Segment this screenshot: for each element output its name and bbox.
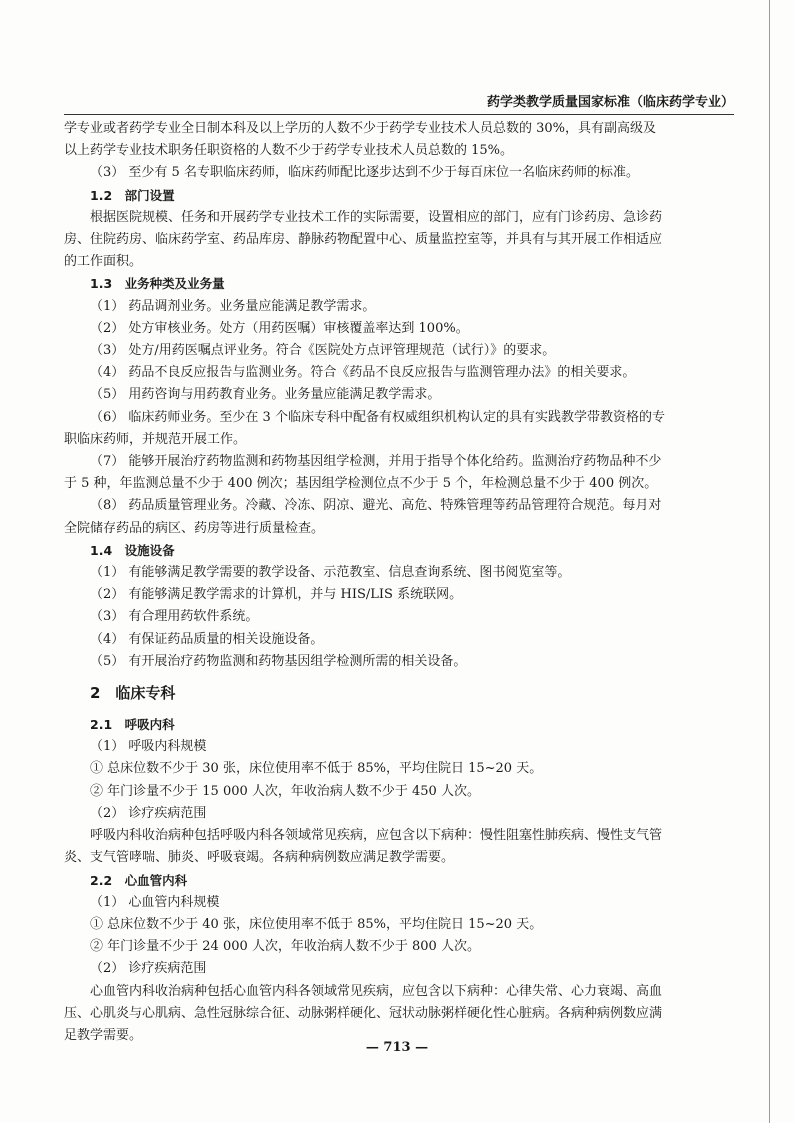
text-line: （3） 有合理用药软件系统。 <box>90 609 259 625</box>
subsection-heading: 1.4 设施设备 <box>90 542 175 558</box>
text-line: 职临床药师，并规范开展工作。 <box>64 431 247 447</box>
text-line: （1） 有能够满足教学需要的教学设备、示范教室、信息查询系统、图书阅览室等。 <box>90 565 571 581</box>
subsection-heading: 1.3 业务种类及业务量 <box>90 276 225 292</box>
subsection-heading: 2.1 呼吸内科 <box>90 717 175 733</box>
text-line: （1） 药品调剂业务。业务量应能满足教学需求。 <box>90 298 376 314</box>
text-line: （4） 药品不良反应报告与监测业务。符合《药品不良反应报告与监测管理办法》的相关要求。 <box>90 365 636 381</box>
text-line: 于 5 种，年监测总量不少于 400 例次；基因组学检测位点不少于 5 个，年检测总量不少于 400 例次。 <box>64 476 658 492</box>
subsection-heading: 2.2 心血管内科 <box>90 872 188 888</box>
text-line: （2） 诊疗疾病范围 <box>90 961 207 977</box>
text-line: 全院储存药品的病区、药房等进行质量检查。 <box>64 520 325 536</box>
text-line: （3） 处方/用药医嘱点评业务。符合《医院处方点评管理规范（试行）》的要求。 <box>90 343 556 359</box>
text-line: 足教学需要。 <box>64 1027 143 1043</box>
text-line: 心血管内科收治病种包括心血管内科各领域常见疾病，应包含以下病种：心律失常、心力衰竭、高血 <box>90 983 663 999</box>
running-header: 药学类教学质量国家标准（临床药学专业） <box>64 94 734 115</box>
text-line: （5） 用药咨询与用药教育业务。业务量应能满足教学需求。 <box>90 387 441 403</box>
text-line: （3） 至少有 5 名专职临床药师，临床药师配比逐步达到不少于每百床位一名临床药师的标准。 <box>90 165 639 181</box>
text-line: 炎、支气管哮喘、肺炎、呼吸衰竭。各病种病例数应满足教学需要。 <box>64 850 455 866</box>
text-line: 房、住院药房、临床药学室、药品库房、静脉药物配置中心、质量监控室等，并具有与其开展工作相适应 <box>64 232 663 248</box>
text-line: （6） 临床药师业务。至少在 3 个临床专科中配备有权威组织机构认定的具有实践教学带教资格的专 <box>90 409 665 425</box>
text-line: （1） 呼吸内科规模 <box>90 739 207 755</box>
document-body <box>64 118 736 1047</box>
text-line: 的工作面积。 <box>64 254 143 270</box>
text-line: ① 总床位数不少于 30 张，床位使用率不低于 85%，平均住院日 15~20 天。 <box>90 761 543 777</box>
subsection-heading: 1.2 部门设置 <box>90 187 175 203</box>
text-line: （7） 能够开展治疗药物监测和药物基因组学检测，并用于指导个体化给药。监测治疗药物品种不少 <box>90 454 662 470</box>
text-line: 以上药学专业技术职务任职资格的人数不少于药学专业技术人员总数的 15%。 <box>64 143 514 159</box>
page-edge-line <box>769 0 770 1123</box>
page-number: — 713 — <box>365 1040 429 1055</box>
text-line: ② 年门诊量不少于 24 000 人次，年收治病人数不少于 800 人次。 <box>90 939 480 955</box>
text-line: （2） 处方审核业务。处方（用药医嘱）审核覆盖率达到 100%。 <box>90 320 469 336</box>
text-line: （8） 药品质量管理业务。冷藏、冷冻、阴凉、避光、高危、特殊管理等药品管理符合规范。每月对 <box>90 498 662 514</box>
section-heading: 2 临床专科 <box>90 684 176 703</box>
text-line: （2） 有能够满足教学需求的计算机，并与 HIS/LIS 系统联网。 <box>90 587 463 603</box>
text-line: 根据医院规模、任务和开展药学专业技术工作的实际需要，设置相应的部门，应有门诊药房、急诊药 <box>90 209 663 225</box>
text-line: ① 总床位数不少于 40 张，床位使用率不低于 85%，平均住院日 15~20 天。 <box>90 916 543 932</box>
text-line: （5） 有开展治疗药物监测和药物基因组学检测所需的相关设备。 <box>90 653 467 669</box>
text-line: 压、心肌炎与心肌病、急性冠脉综合征、动脉粥样硬化、冠状动脉粥样硬化性心脏病。各病种病例数应满 <box>64 1005 663 1021</box>
text-line: （1） 心血管内科规模 <box>90 894 220 910</box>
text-line: 学专业或者药学专业全日制本科及以上学历的人数不少于药学专业技术人员总数的 30%，具有副高级及 <box>64 121 657 136</box>
text-line: （2） 诊疗疾病范围 <box>90 805 207 821</box>
text-line: 呼吸内科收治病种包括呼吸内科各领域常见疾病，应包含以下病种：慢性阻塞性肺疾病、慢性支气管 <box>90 828 663 844</box>
text-line: ② 年门诊量不少于 15 000 人次，年收治病人数不少于 450 人次。 <box>90 783 480 799</box>
text-line: （4） 有保证药品质量的相关设施设备。 <box>90 631 324 647</box>
